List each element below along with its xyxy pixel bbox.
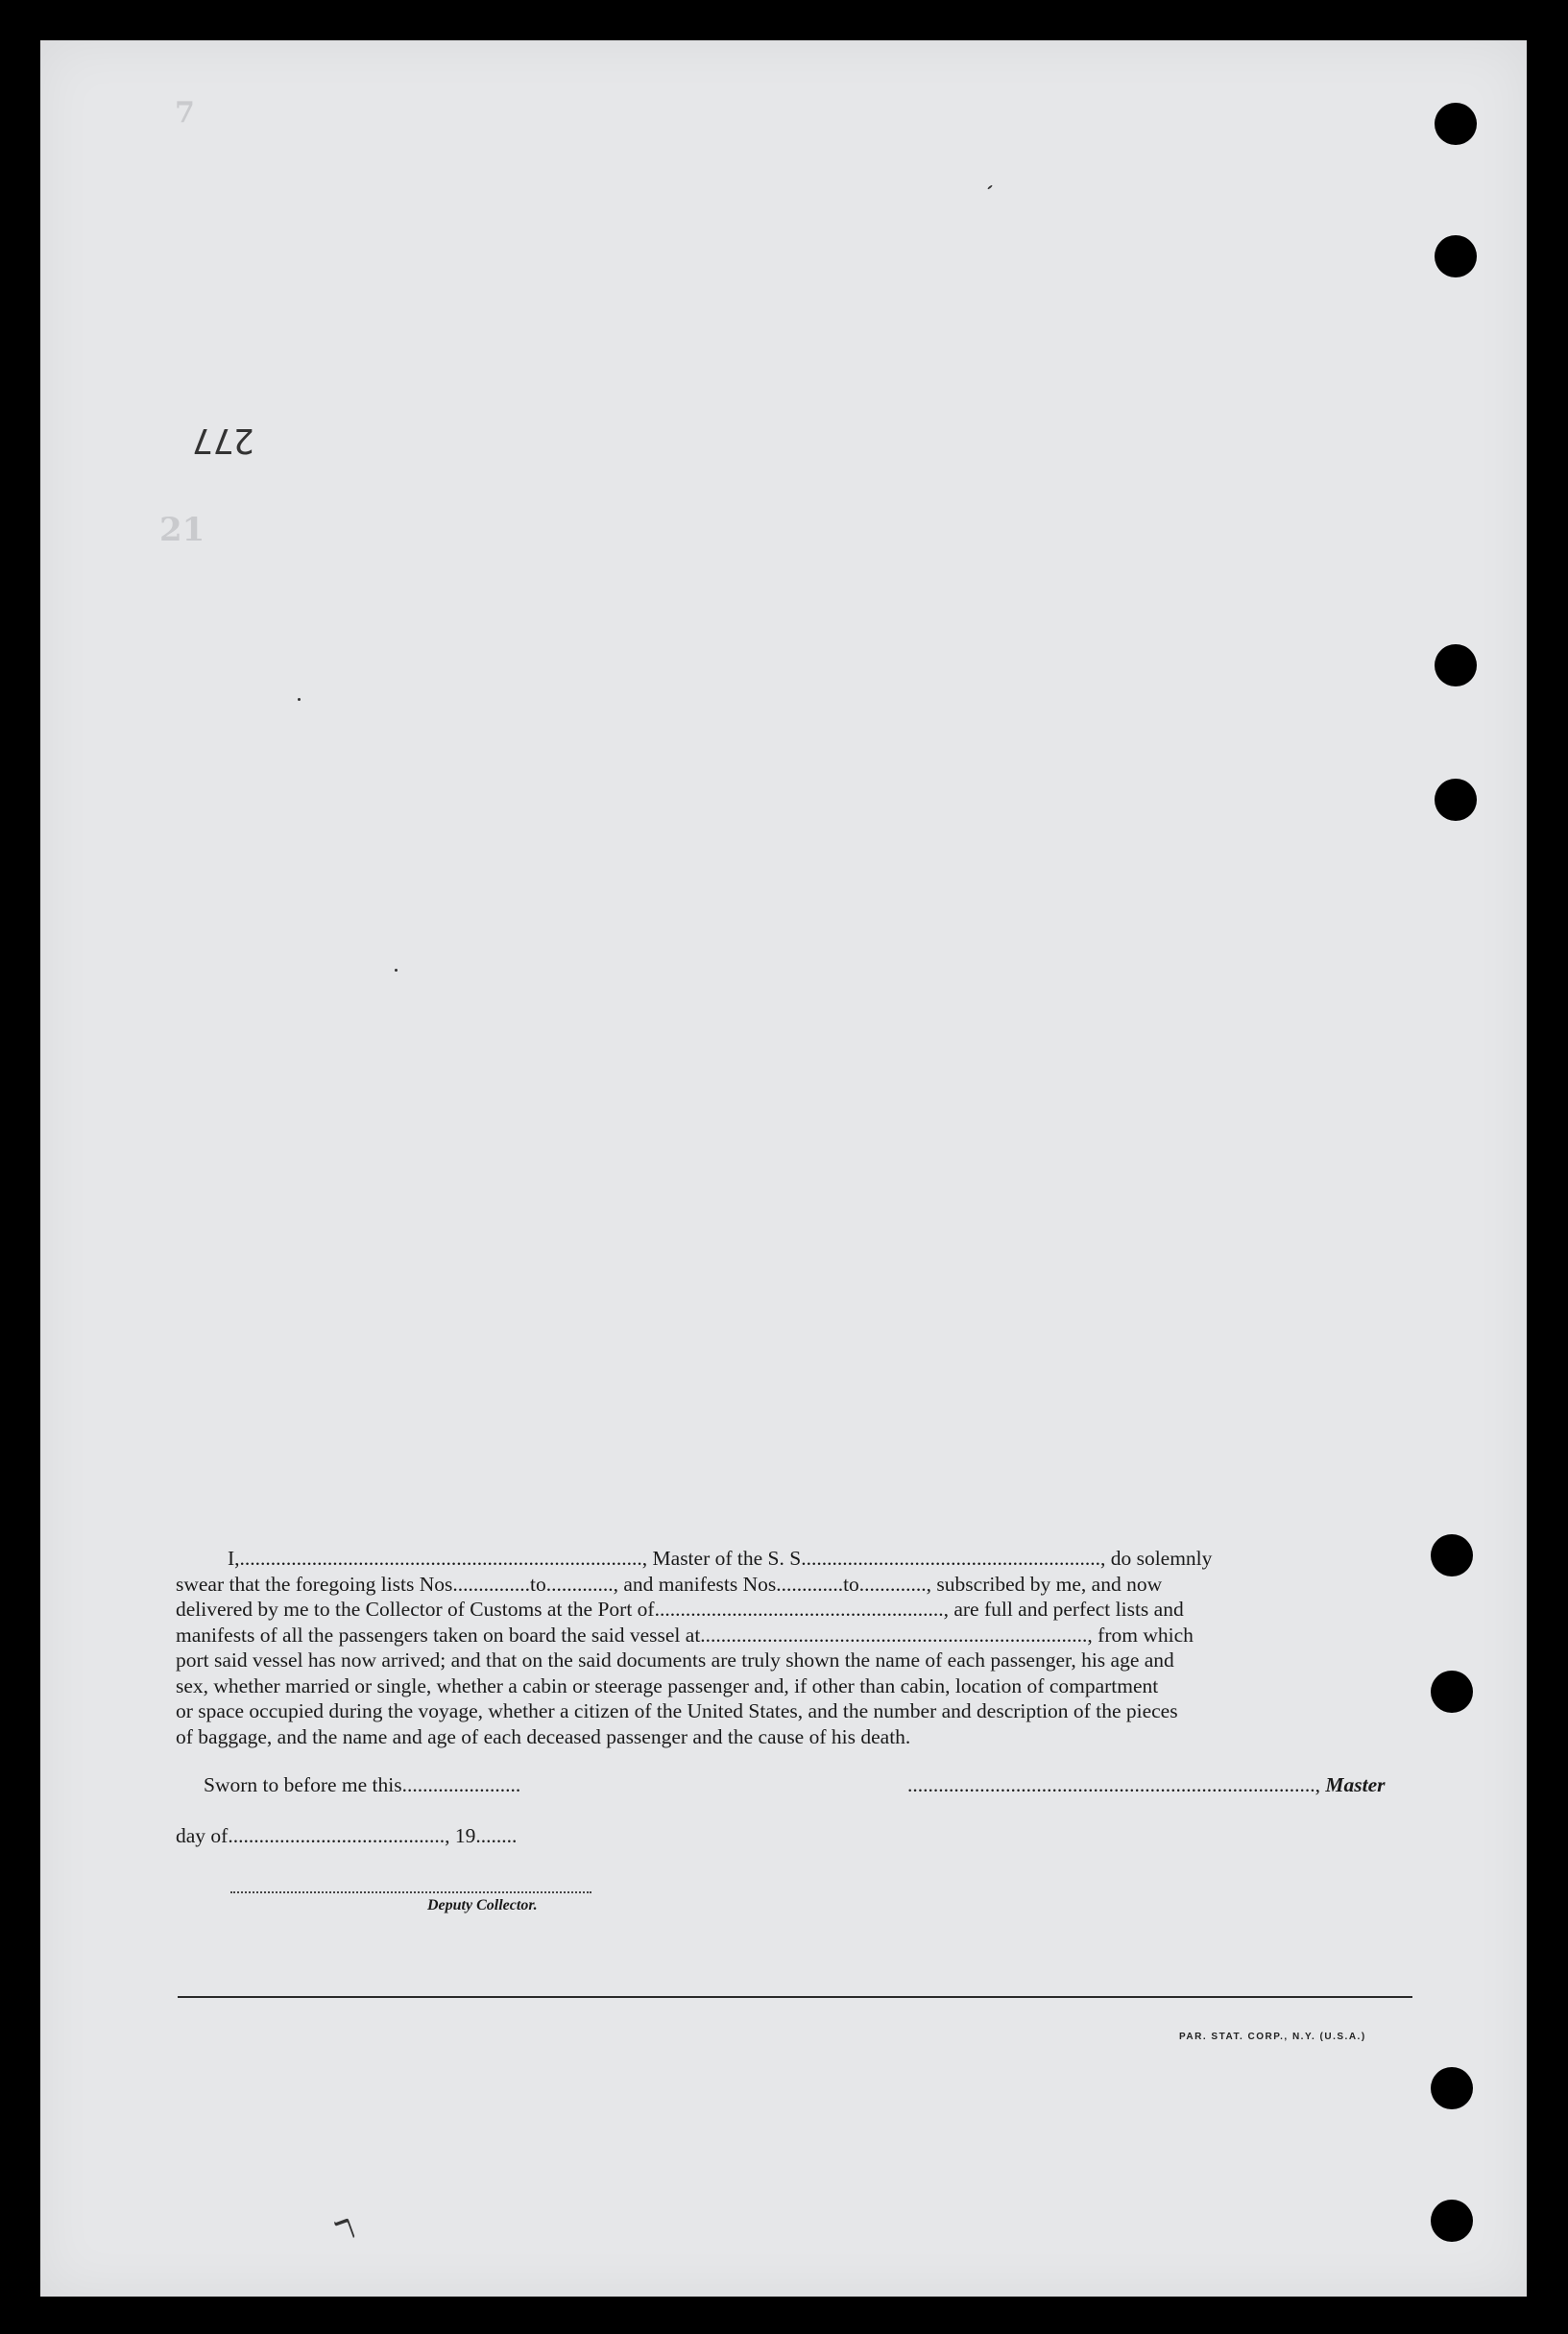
handwritten-number: 277 (192, 421, 255, 460)
document-page (40, 40, 1527, 2297)
punch-hole (1431, 2200, 1473, 2242)
speck (395, 969, 398, 972)
day-label: day of.........................................., 19........ (176, 1824, 518, 1847)
speck (298, 698, 301, 701)
oath-line: delivered by me to the Collector of Customs at the Port of........................................................, are full and perfect lists and (176, 1598, 1184, 1621)
oath-line: I,.............................................................................., Master of the S. S.........................................................., do solemnly (228, 1547, 1213, 1570)
master-label: Master (1325, 1773, 1386, 1796)
corner-mark: 7 (175, 96, 195, 130)
horizontal-rule (178, 1996, 1412, 1998)
master-dots: ..............................................................................., (907, 1773, 1320, 1796)
sworn-label: Sworn to before me this....................... (204, 1773, 521, 1796)
deputy-collector-label: Deputy Collector. (427, 1897, 538, 1913)
punch-hole (1431, 1534, 1473, 1576)
oath-paragraph (176, 1546, 1412, 1749)
faint-number: 21 (159, 511, 205, 549)
punch-hole (1435, 235, 1477, 277)
punch-hole (1435, 779, 1477, 821)
oath-line: swear that the foregoing lists Nos...............to............., and manifests Nos.............to............., subscribed by me, and now (176, 1572, 1163, 1596)
oath-line: manifests of all the passengers taken on board the said vessel at..........................................................................., from which (176, 1623, 1194, 1647)
punch-hole (1435, 644, 1477, 686)
oath-line: or space occupied during the voyage, whether a citizen of the United States, and the number and description of the pieces (176, 1699, 1178, 1722)
oath-line: sex, whether married or single, whether a cabin or steerage passenger and, if other than cabin, location of compartment (176, 1673, 1159, 1697)
master-signature-line (907, 1773, 1386, 1797)
oath-line: of baggage, and the name and age of each deceased passenger and the cause of his death. (176, 1724, 911, 1748)
bottom-handwritten-mark: ר (328, 2204, 361, 2250)
deputy-signature-line (230, 1891, 591, 1893)
punch-hole (1435, 103, 1477, 145)
punch-hole (1431, 1671, 1473, 1713)
oath-line: port said vessel has now arrived; and that on the said documents are truly shown the name of each passenger, his age and (176, 1648, 1174, 1672)
punch-hole (1431, 2067, 1473, 2109)
printer-imprint: PAR. STAT. CORP., N.Y. (U.S.A.) (1179, 2032, 1366, 2042)
